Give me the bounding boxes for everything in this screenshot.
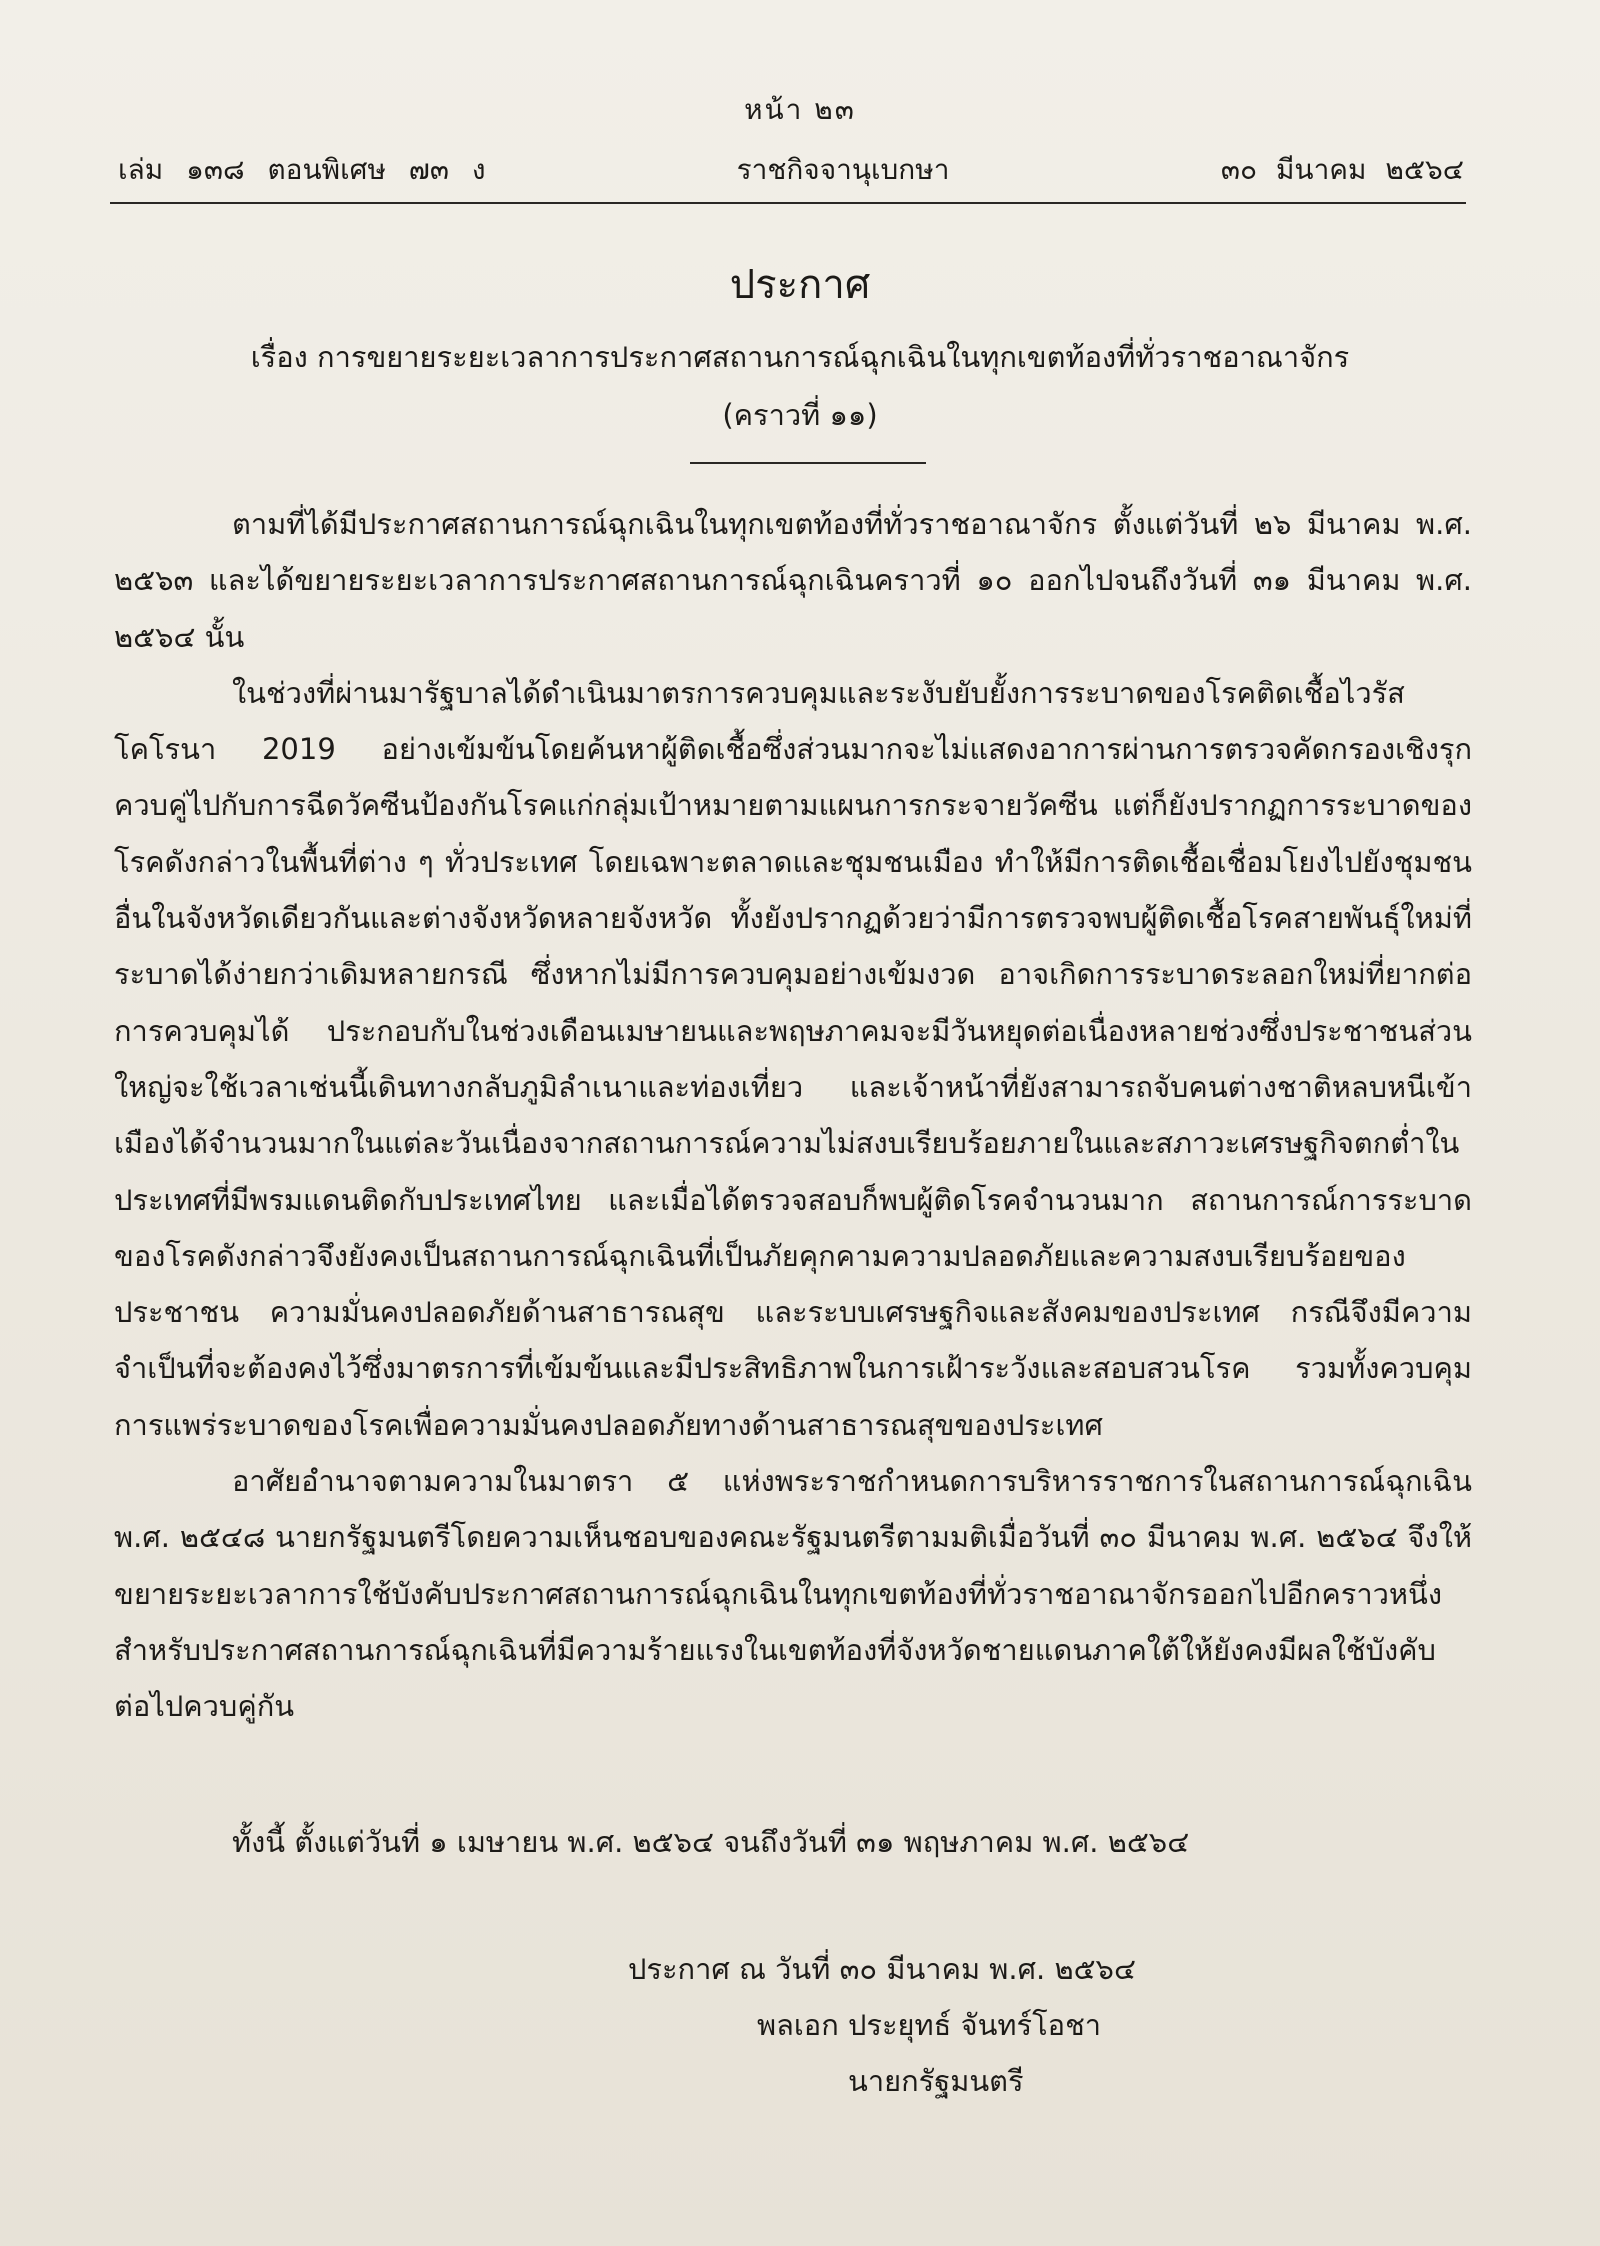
volume-issue: เล่ม ๑๓๘ ตอนพิเศษ ๗๓ ง [118, 153, 486, 186]
paragraph-background: ตามที่ได้มีประกาศสถานการณ์ฉุกเฉินในทุกเขตท้องที่ทั่วราชอาณาจักร ตั้งแต่วันที่ ๒๖ มีนาคม พ.ศ. ๒๕๖๓ และได้ขยายระยะเวลาการประกาศสถานการณ์ฉุกเฉินคราวที่ ๑๐ ออกไปจนถึงวันที่ ๓๑ มีนาคม พ.ศ. ๒๕๖๔ นั้น [114, 507, 1472, 654]
signer-name: พลเอก ประยุทธ์ จันทร์โอชา [757, 2008, 1102, 2042]
gazette-header [118, 148, 1464, 188]
announcement-round: (คราวที่ ๑๑) [722, 398, 878, 432]
page-number: หน้า ๒๓ [744, 93, 856, 126]
title-divider [690, 462, 926, 464]
paragraph-situation: ในช่วงที่ผ่านมารัฐบาลได้ดำเนินมาตรการควบคุมและระงับยับยั้งการระบาดของโรคติดเชื้อไวรัสโคโรนา 2019 อย่างเข้มข้นโดยค้นหาผู้ติดเชื้อซึ่งส่วนมากจะไม่แสดงอาการผ่านการตรวจคัดกรองเชิงรุกควบคู่ไปกับการฉีดวัคซีนป้องกันโรคแก่กลุ่มเป้าหมายตามแผนการกระจายวัคซีน แต่ก็ยังปรากฏการระบาดของโรคดังกล่าวในพื้นที่ต่าง ๆ ทั่วประเทศ โดยเฉพาะตลาดและชุมชนเมือง ทำให้มีการติดเชื้อเชื่อมโยงไปยังชุมชนอื่นในจังหวัดเดียวกันและต่างจังหวัดหลายจังหวัด ทั้งยังปรากฏด้วยว่ามีการตรวจพบผู้ติดเชื้อโรคสายพันธุ์ใหม่ที่ระบาดได้ง่ายกว่าเดิมหลายกรณี ซึ่งหากไม่มีการควบคุมอย่างเข้มงวด อาจเกิดการระบาดระลอกใหม่ที่ยากต่อการควบคุมได้ ประกอบกับในช่วงเดือนเมษายนและพฤษภาคมจะมีวันหยุดต่อเนื่องหลายช่วงซึ่งประชาชนส่วนใหญ่จะใช้เวลาเช่นนี้เดินทางกลับภูมิลำเนาและท่องเที่ยว และเจ้าหน้าที่ยังสามารถจับคนต่างชาติหลบหนีเข้าเมืองได้จำนวนมากในแต่ละวันเนื่องจากสถานการณ์ความไม่สงบเรียบร้อยภายในและสภาวะเศรษฐกิจตกต่ำในประเทศที่มีพรมแดนติดกับประเทศไทย และเมื่อได้ตรวจสอบก็พบผู้ติดโรคจำนวนมาก สถานการณ์การระบาดของโรคดังกล่าวจึงยังคงเป็นสถานการณ์ฉุกเฉินที่เป็นภัยคุกคามความปลอดภัยและความสงบเรียบร้อยของประชาชน ความมั่นคงปลอดภัยด้านสาธารณสุข และระบบเศรษฐกิจและสังคมของประเทศ กรณีจึงมีความจำเป็นที่จะต้องคงไว้ซึ่งมาตรการที่เข้มข้นและมีประสิทธิภาพในการเฝ้าระวังและสอบสวนโรค รวมทั้งควบคุมการแพร่ระบาดของโรคเพื่อความมั่นคงปลอดภัยทางด้านสาธารณสุขของประเทศ [114, 675, 1472, 1442]
header-divider [110, 202, 1466, 204]
announced-date: ประกาศ ณ วันที่ ๓๐ มีนาคม พ.ศ. ๒๕๖๔ [628, 1952, 1136, 1986]
paragraph-authority: อาศัยอำนาจตามความในมาตรา ๕ แห่งพระราชกำหนดการบริหารราชการในสถานการณ์ฉุกเฉิน พ.ศ. ๒๕๔๘ นายกรัฐมนตรีโดยความเห็นชอบของคณะรัฐมนตรีตามมติเมื่อวันที่ ๓๐ มีนาคม พ.ศ. ๒๕๖๔ จึงให้ขยายระยะเวลาการใช้บังคับประกาศสถานการณ์ฉุกเฉินในทุกเขตท้องที่ทั่วราชอาณาจักรออกไปอีกคราวหนึ่ง สำหรับประกาศสถานการณ์ฉุกเฉินที่มีความร้ายแรงในเขตท้องที่จังหวัดชายแดนภาคใต้ให้ยังคงมีผลใช้บังคับต่อไปควบคู่กัน [114, 1464, 1472, 1724]
announcement-subject: เรื่อง การขยายระยะเวลาการประกาศสถานการณ์ฉุกเฉินในทุกเขตท้องที่ทั่วราชอาณาจักร [250, 340, 1350, 374]
publication-date: ๓๐ มีนาคม ๒๕๖๔ [1220, 153, 1464, 186]
announcement-body [114, 496, 1472, 1735]
publication-name: ราชกิจจานุเบกษา [736, 153, 950, 186]
signer-position: นายกรัฐมนตรี [848, 2064, 1024, 2098]
effective-period: ทั้งนี้ ตั้งแต่วันที่ ๑ เมษายน พ.ศ. ๒๕๖๔ จนถึงวันที่ ๓๑ พฤษภาคม พ.ศ. ๒๕๖๔ [232, 1825, 1190, 1859]
announcement-title: ประกาศ [729, 262, 871, 308]
